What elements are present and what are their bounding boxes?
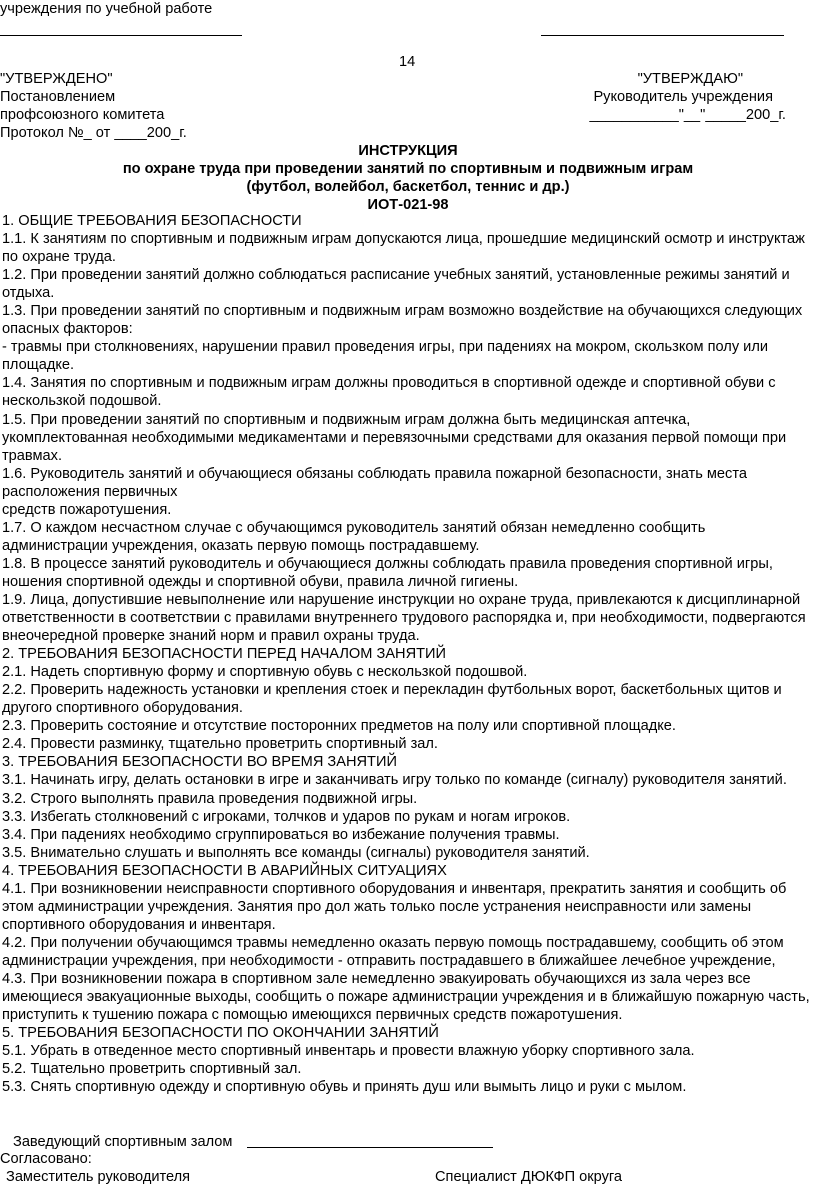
section-heading: 1. ОБЩИЕ ТРЕБОВАНИЯ БЕЗОПАСНОСТИ bbox=[2, 213, 302, 229]
specialist-label: Специалист ДЮКФП округа bbox=[435, 1169, 623, 1185]
paragraph: 2.4. Провести разминку, тщательно проветрить спортивный зал. bbox=[2, 736, 438, 753]
paragraph: 1.6. Руководитель занятий и обучающиеся обязаны соблюдать правила пожарной безопасности, знать места расположения первичных bbox=[2, 465, 747, 500]
section-heading: 5. ТРЕБОВАНИЯ БЕЗОПАСНОСТИ ПО ОКОНЧАНИИ ЗАНЯТИЙ bbox=[2, 1025, 439, 1042]
paragraph: 2.3. Проверить состояние и отсутствие посторонних предметов на полу или спортивной площадке. bbox=[2, 718, 676, 735]
section-heading: 2. ТРЕБОВАНИЯ БЕЗОПАСНОСТИ ПЕРЕД НАЧАЛОМ ЗАНЯТИЙ bbox=[2, 646, 447, 663]
approved-label: "УТВЕРЖДЕНО" bbox=[0, 71, 113, 87]
paragraph: 2.1. Надеть спортивную форму и спортивную обувь с нескользкой подошвой. bbox=[2, 664, 528, 681]
paragraph: 1.7. О каждом несчастном случае с обучающимся руководитель занятий обязан немедленно сообщить администрации учреждения, оказать первую помощь пострадавшему. bbox=[2, 519, 706, 554]
paragraph: 1.3. При проведении занятий по спортивным и подвижным играм возможно воздействие на обучающихся следующих опасных факторов: bbox=[2, 303, 803, 338]
paragraph: 4.3. При возникновении пожара в спортивном зале немедленно эвакуировать обучающихся из зала через все имеющиеся эвакуационные выходы, сообщить о пожаре администрации учреждения и в ближайшую пожарную часть, приступить к тушению пожара с помощью имеющихся первичных средств пожаротушения. bbox=[2, 970, 810, 1024]
document-title: ИНСТРУКЦИЯ bbox=[358, 143, 458, 159]
paragraph: 5.2. Тщательно проветрить спортивный зал. bbox=[2, 1061, 302, 1078]
paragraph: 2.2. Проверить надежность установки и крепления стоек и перекладин футбольных ворот, баскетбольных щитов и другого спортивного оборудования. bbox=[2, 682, 782, 717]
sports-hall-head-label bbox=[13, 1133, 232, 1151]
paragraph: 4.2. При получении обучающимся травмы немедленно оказать первую помощь пострадавшему, сообщить об этом администрации учреждения, при необходимости - отправить пострадавшего в ближайшее лечебное учреждение, bbox=[2, 934, 784, 969]
paragraph: - травмы при столкновениях, нарушении правил проведения игры, при падениях на мокром, скользком полу или площадке. bbox=[2, 339, 768, 374]
paragraph: 1.1. К занятиям по спортивным и подвижным играм допускаются лица, прошедшие медицинский осмотр и инструктаж по охране труда. bbox=[2, 231, 805, 266]
sports-hall-head-text: Заведующий спортивным залом bbox=[13, 1134, 233, 1150]
document-subtitle-sports: (футбол, волейбол, баскетбол, теннис и др.) bbox=[246, 179, 570, 195]
approved-by-committee: профсоюзного комитета bbox=[0, 107, 165, 123]
sports-hall-head-signature-line bbox=[247, 1147, 493, 1148]
section-heading: 4. ТРЕБОВАНИЯ БЕЗОПАСНОСТИ В АВАРИЙНЫХ СИТУАЦИЯХ bbox=[2, 862, 447, 879]
paragraph: 3.5. Внимательно слушать и выполнять все команды (сигналы) руководителя занятий. bbox=[2, 844, 590, 861]
approve-date-line: ___________"__"_____200_г. bbox=[589, 107, 786, 123]
paragraph: 1.5. При проведении занятий по спортивным и подвижным играм должна быть медицинская аптечка, укомплектованная необходимыми медикаментами и перевязочными средствами для оказания первой помощи при травмах. bbox=[2, 411, 787, 464]
protocol-line: Протокол №_ от ____200_г. bbox=[0, 125, 187, 141]
paragraph: 3.3. Избегать столкновений с игроками, толчков и ударов по рукам и ногам игроков. bbox=[2, 808, 571, 825]
paragraph: 5.1. Убрать в отведенное место спортивный инвентарь и провести влажную уборку спортивного зала. bbox=[2, 1043, 695, 1060]
header-top-text: учреждения по учебной работе bbox=[0, 1, 213, 17]
paragraph: 3.4. При падениях необходимо сгруппироваться во избежание получения травмы. bbox=[2, 826, 560, 843]
paragraph: 4.1. При возникновении неисправности спортивного оборудования и инвентаря, прекратить занятия и сообщить об этом администрации учреждения. Занятия про дол жать только после устранения неисправности или замены спортивного оборудования и инвентаря. bbox=[2, 880, 787, 933]
deputy-head-label: Заместитель руководителя bbox=[6, 1169, 191, 1185]
approve-label: "УТВЕРЖДАЮ" bbox=[637, 71, 743, 87]
paragraph: 1.9. Лица, допустившие невыполнение или нарушение инструкции но охране труда, привлекаются к дисциплинарной ответственности в соответствии с правилами внутреннего трудового распорядка и, при необходимости, подвергаются внеочередной проверке знаний норм и правил охраны труда. bbox=[2, 591, 806, 645]
paragraph: средств пожаротушения. bbox=[2, 501, 172, 518]
paragraph: 5.3. Снять спортивную одежду и спортивную обувь и принять душ или вымыть лицо и руки с мылом. bbox=[2, 1079, 687, 1096]
paragraph: 3.1. Начинать игру, делать остановки в игре и заканчивать игру только по команде (сигналу) руководителя занятий. bbox=[2, 772, 787, 789]
signature-line-left bbox=[0, 35, 242, 36]
instruction-body bbox=[2, 212, 812, 1096]
document-subtitle: по охране труда при проведении занятий по спортивным и подвижным играм bbox=[122, 161, 694, 177]
approve-head-title: Руководитель учреждения bbox=[593, 89, 773, 105]
signature-line-right bbox=[541, 35, 784, 36]
approved-by-resolution: Постановлением bbox=[0, 89, 116, 105]
paragraph: 1.2. При проведении занятий должно соблюдаться расписание учебных занятий, установленные режимы занятий и отдыха. bbox=[2, 267, 790, 302]
paragraph: 1.4. Занятия по спортивным и подвижным играм должны проводиться в спортивной одежде и спортивной обуви с нескользкой подошвой. bbox=[2, 375, 776, 410]
agreed-label: Согласовано: bbox=[0, 1151, 92, 1167]
paragraph: 3.2. Строго выполнять правила проведения подвижной игры. bbox=[2, 790, 418, 807]
paragraph: 1.8. В процессе занятий руководитель и обучающиеся должны соблюдать правила проведения спортивной игры, ношения спортивной одежды и спортивной обуви, правила личной гигиены. bbox=[2, 555, 773, 590]
document-code: ИОТ-021-98 bbox=[367, 197, 449, 213]
page-number: 14 bbox=[399, 54, 416, 70]
section-heading: 3. ТРЕБОВАНИЯ БЕЗОПАСНОСТИ ВО ВРЕМЯ ЗАНЯТИЙ bbox=[2, 754, 397, 771]
